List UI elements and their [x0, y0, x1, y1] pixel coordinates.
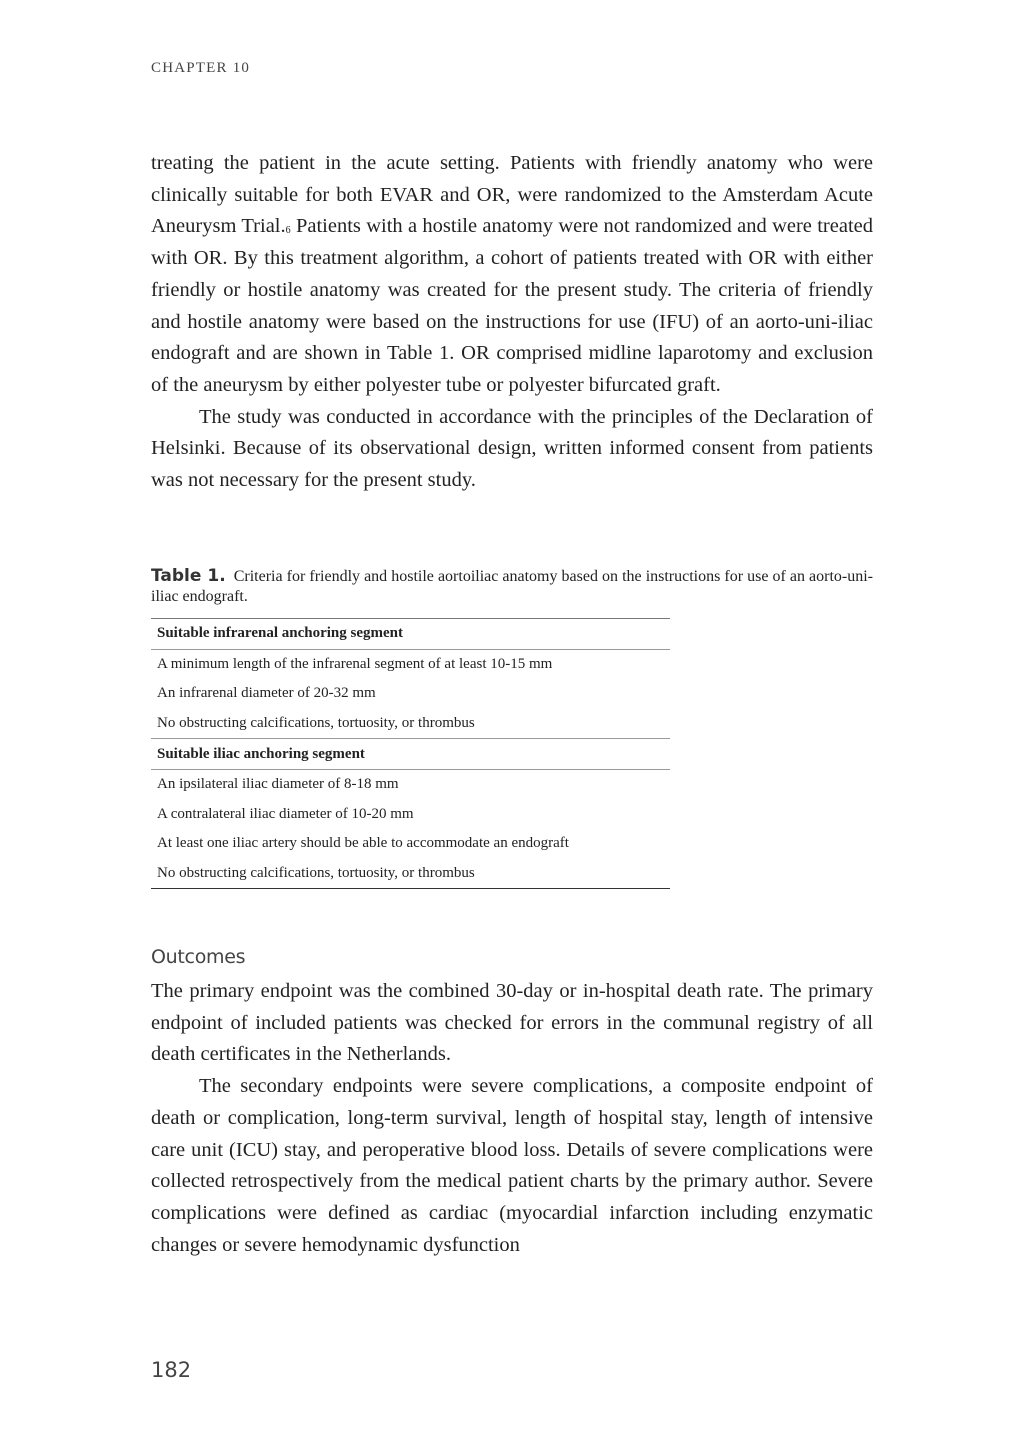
- page-number: 182: [151, 1358, 192, 1382]
- table-row: [151, 709, 670, 739]
- citation-superscript: 6: [285, 225, 291, 237]
- outcomes-text: [151, 976, 873, 1261]
- paragraph: [151, 148, 873, 402]
- table-row: [151, 829, 670, 859]
- paragraph: The study was conducted in accordance with the principles of the Declaration of Helsinki. Because of its observational design, written informed consent from patients was not necessary for the present study.: [151, 405, 873, 492]
- table-caption-text: Criteria for friendly and hostile aortoiliac anatomy based on the instructions for use of an aorto-uni-iliac endograft.: [151, 568, 874, 605]
- table-cell: An infrarenal diameter of 20-32 mm: [157, 685, 376, 702]
- table-cell: No obstructing calcifications, tortuosity, or thrombus: [151, 859, 670, 889]
- running-head: CHAPTER 10: [151, 60, 251, 76]
- table-cell: At least one iliac artery should be able to accommodate an endograft: [157, 835, 569, 852]
- table-group-heading: [151, 619, 670, 650]
- table-row: [151, 769, 670, 799]
- table-cell: A contralateral iliac diameter of 10-20 mm: [157, 805, 414, 822]
- table-heading-cell: Suitable iliac anchoring segment: [151, 739, 670, 770]
- table-cell: An ipsilateral iliac diameter of 8-18 mm: [157, 776, 399, 793]
- paragraph: The secondary endpoints were severe complications, a composite endpoint of death or complication, long-term survival, length of hospital stay, length of intensive care unit (ICU) stay, and peroperative blood loss. Details of severe complications were collected retrospectively from the medical patient charts by the primary author. Severe complications were defined as cardiac (myocardial infarction including enzymatic changes or severe hemodynamic dysfunction: [151, 1075, 873, 1256]
- table-caption: [151, 566, 873, 607]
- criteria-table: [151, 618, 670, 889]
- table-heading-cell: Suitable infrarenal anchoring segment: [151, 619, 670, 650]
- table-row: [151, 859, 670, 889]
- paragraph-text: treating the patient in the acute setting. Patients with friendly anatomy who were clinically suitable for both EVAR and OR, were randomized to the Amsterdam Acute Aneurysm Trial.: [151, 152, 873, 238]
- table-cell: No obstructing calcifications, tortuosity, or thrombus: [157, 715, 475, 732]
- methods-text: [151, 148, 873, 497]
- paragraph-text: Patients with a hostile anatomy were not randomized and were treated with OR. By this treatment algorithm, a cohort of patients treated with OR with either friendly or hostile anatomy was created for the present study. The criteria of friendly and hostile anatomy were based on the instructions for use (IFU) of an aorto-uni-iliac endograft and are shown in Table 1. OR comprised midline laparotomy and exclusion of the aneurysm by either polyester tube or polyester bifurcated graft.: [151, 215, 873, 396]
- table-row: [151, 800, 670, 830]
- table-group-heading: [151, 739, 670, 770]
- table-label: Table 1.: [151, 566, 226, 586]
- table-cell: A minimum length of the infrarenal segment of at least 10-15 mm: [157, 655, 553, 672]
- table-row: [151, 649, 670, 679]
- table-row: [151, 679, 670, 709]
- section-heading-outcomes: Outcomes: [151, 946, 246, 968]
- paragraph: The primary endpoint was the combined 30-day or in-hospital death rate. The primary endpoint of included patients was checked for errors in the communal registry of all death certificates in the Netherlands.: [151, 980, 873, 1066]
